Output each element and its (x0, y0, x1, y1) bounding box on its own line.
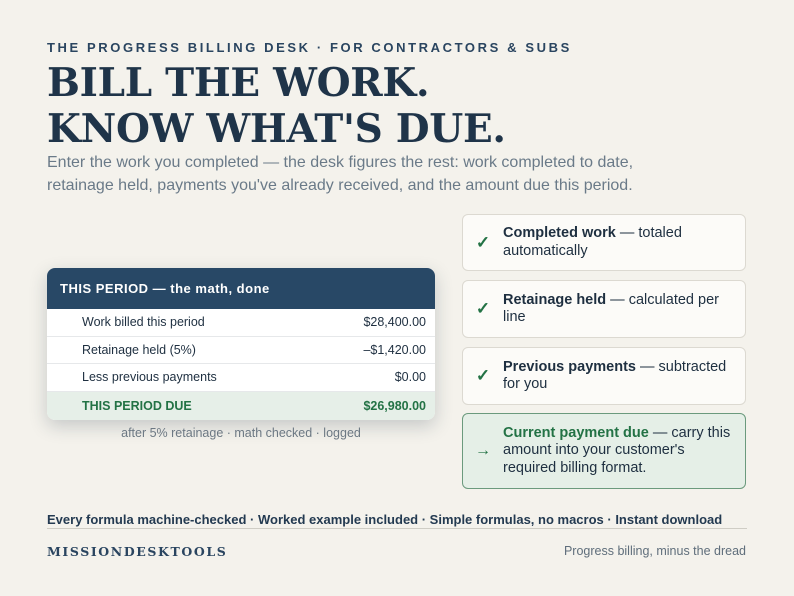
page-title (47, 60, 506, 152)
calc-row-value: $0.00 (394, 370, 426, 385)
feature-title: Completed work (503, 225, 616, 241)
feature-current-payment-due (462, 413, 746, 489)
feature-title: Previous payments (503, 358, 636, 375)
calc-row-value: –$1,420.00 (363, 342, 426, 357)
calc-row-previous-payments (47, 363, 435, 391)
feature-text (503, 425, 745, 478)
feature-title: Current payment due (503, 424, 649, 441)
feature-retainage-held (462, 280, 746, 338)
feature-description: — calculated per line (503, 291, 719, 325)
benefits-strip: Every formula machine-checked · Worked example included · Simple formulas, no macros · Instant download (47, 512, 723, 527)
footer-divider (47, 528, 747, 529)
calc-row-total-due (47, 391, 435, 420)
feature-title: Retainage held (503, 291, 607, 308)
calculation-card (47, 268, 435, 420)
calc-row-label: Less previous payments (82, 370, 217, 385)
feature-completed-work (462, 214, 746, 271)
check-icon: ✓ (475, 366, 491, 385)
feature-description: — carry this amount into your customer's required billing format. (503, 424, 731, 476)
feature-previous-payments (462, 347, 746, 405)
subheadline: Enter the work you completed — the desk figures the rest: work completed to date, retainage held, payments you've already received, and the amount due this period. (47, 154, 634, 194)
calc-row-work-billed (47, 309, 435, 336)
calc-total-value: $26,980.00 (363, 398, 426, 413)
feature-text (503, 225, 745, 260)
feature-text (503, 292, 745, 327)
calculation-card-header: THIS PERIOD — the math, done (47, 268, 435, 309)
brand-logo: MISSIONDESKTOOLS (47, 544, 228, 559)
headline-line-2: KNOW WHAT'S DUE. (47, 106, 506, 152)
check-icon: ✓ (475, 232, 491, 252)
footer-tagline: Progress billing, minus the dread (563, 544, 746, 558)
eyebrow: THE PROGRESS BILLING DESK · FOR CONTRACTORS & SUBS (47, 40, 572, 55)
headline-line-1: BILL THE WORK. (47, 60, 430, 106)
calc-row-label: Work billed this period (82, 315, 205, 330)
feature-description: — subtracted for you (503, 358, 727, 392)
feature-description: — totaled automatically (503, 225, 682, 259)
calc-row-retainage (47, 336, 435, 364)
calc-row-label: Retainage held (5%) (82, 342, 196, 357)
calc-total-label: THIS PERIOD DUE (82, 398, 192, 413)
arrow-right-icon: → (475, 442, 491, 459)
feature-text (503, 359, 745, 394)
check-icon: ✓ (475, 299, 491, 318)
calculation-rows (47, 309, 435, 420)
calculation-caption: after 5% retainage · math checked · logged (121, 426, 361, 440)
calc-row-value: $28,400.00 (363, 315, 426, 330)
